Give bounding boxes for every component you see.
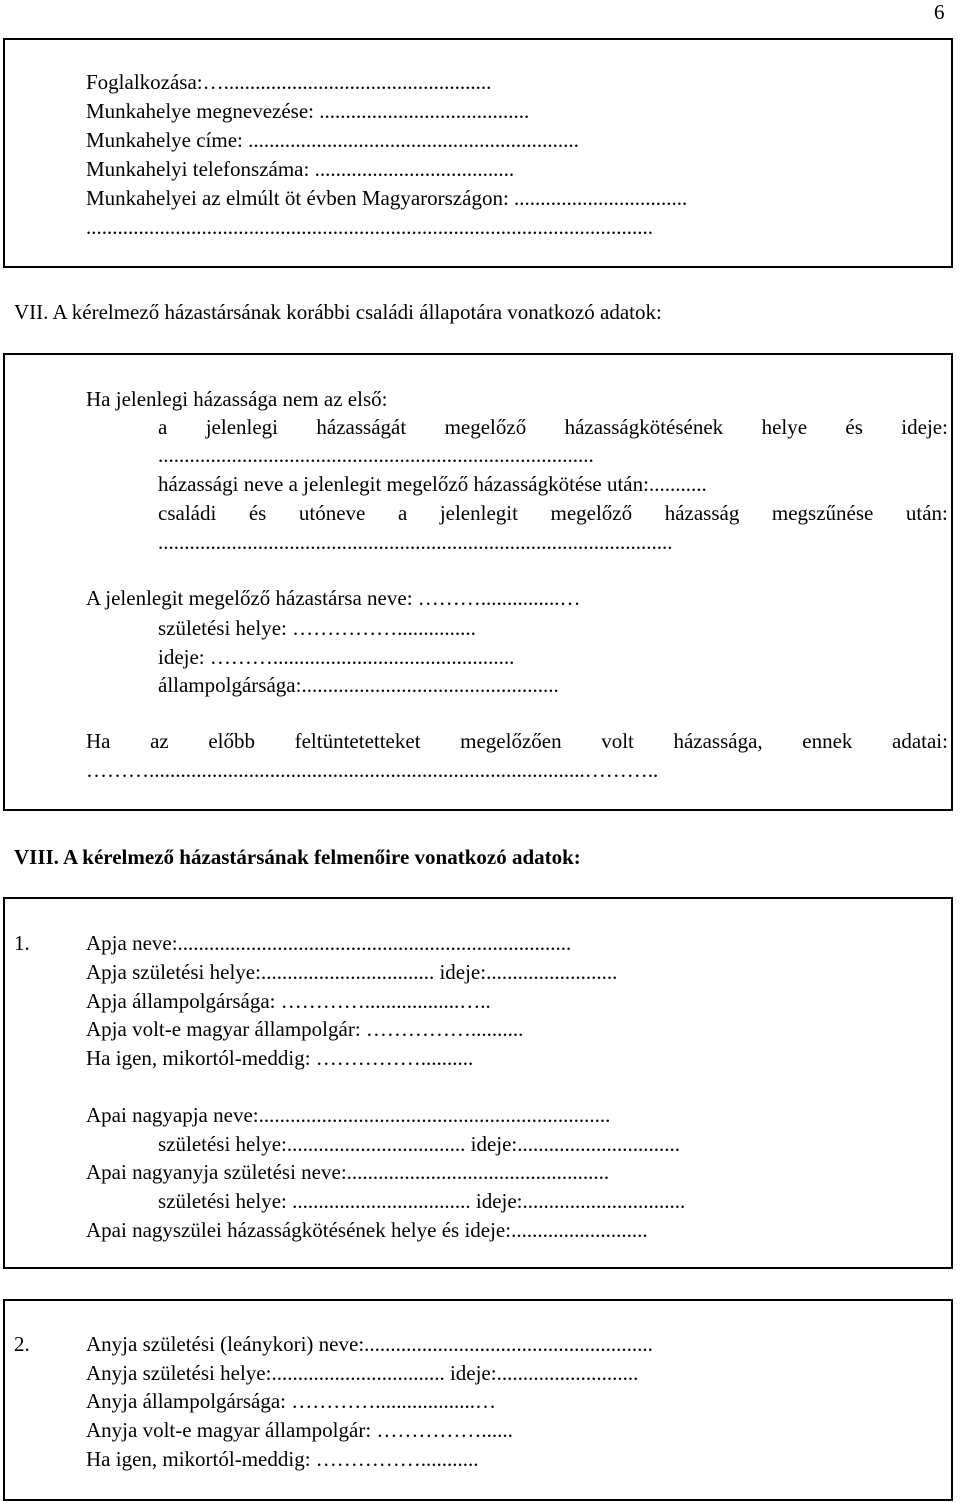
mother-citizenship-field: Anyja állampolgársága: …………...................…	[86, 1389, 497, 1413]
father-citizenship-field: Apja állampolgársága: …………..................…..	[86, 989, 491, 1013]
section-8-title: VIII. A kérelmező házastársának felmenőire vonatkozó adatok:	[14, 845, 581, 869]
workplaces-5y-continuation: ............................................................................................................	[86, 215, 653, 239]
section-7-title: VII. A kérelmező házastársának korábbi családi állapotára vonatkozó adatok:	[14, 300, 662, 324]
prev-spouse-birth-place: születési helye: ……………...............	[158, 616, 476, 640]
mother-name-field: Anyja születési (leánykori) neve:.......................................................	[86, 1332, 653, 1356]
section-7-intro: Ha jelenlegi házassága nem az első:	[86, 387, 388, 411]
place-time-line: a jelenlegi házasságát megelőző házasságkötésének helye és ideje:	[158, 415, 948, 439]
prev-spouse-citizenship: állampolgársága:.................................................	[158, 673, 559, 697]
place-time-continuation: ...................................................................................	[158, 443, 594, 467]
workplace-phone-field: Munkahelyi telefonszáma: ......................................	[86, 157, 515, 181]
paternal-grandfather-name-field: Apai nagyapja neve:...................................................................	[86, 1103, 611, 1127]
workplace-address-field: Munkahelye címe: ...............................................................	[86, 128, 579, 152]
earlier-marriage-continuation: ………...................................................................................………..	[86, 758, 659, 782]
prev-spouse-name-field: A jelenlegit megelőző házastársa neve: ………...............…	[86, 586, 581, 610]
paternal-grandmother-birth-field: születési helye: .................................. ideje:...............................	[158, 1189, 686, 1213]
name-after-continuation: ..................................................................................................	[158, 530, 673, 554]
workplaces-5y-field: Munkahelyei az elmúlt öt évben Magyarországon: .................................	[86, 186, 688, 210]
workplace-name-field: Munkahelye megnevezése: ........................................	[86, 99, 530, 123]
mother-number: 2.	[14, 1332, 30, 1356]
father-number: 1.	[14, 931, 30, 955]
earlier-marriage-line: Ha az előbb feltüntetetteket megelőzően volt házassága, ennek adatai:	[86, 729, 948, 753]
married-name-field: házassági neve a jelenlegit megelőző házasságkötése után:...........	[158, 472, 707, 496]
occupation-field: Foglalkozása:…...................................................	[86, 70, 492, 94]
father-was-hungarian-field: Apja volt-e magyar állampolgár: ……………..........	[86, 1017, 524, 1041]
father-if-yes-field: Ha igen, mikortól-meddig: ……………..........	[86, 1046, 474, 1070]
name-after-line: családi és utóneve a jelenlegit megelőző házasság megszűnése után:	[158, 501, 948, 525]
mother-if-yes-field: Ha igen, mikortól-meddig: ……………...........	[86, 1447, 479, 1471]
father-name-field: Apja neve:...........................................................................	[86, 931, 572, 955]
paternal-grandparents-marriage-field: Apai nagyszülei házasságkötésének helye és ideje:..........................	[86, 1218, 648, 1242]
father-birth-field: Apja születési helye:................................. ideje:.........................	[86, 960, 618, 984]
mother-birth-field: Anyja születési helye:................................. ideje:...........................	[86, 1361, 639, 1385]
paternal-grandmother-name-field: Apai nagyanyja születési neve:..................................................	[86, 1160, 610, 1184]
prev-spouse-birth-date: ideje: ………..............................................	[158, 645, 515, 669]
page-number: 6	[934, 0, 945, 24]
paternal-grandfather-birth-field: születési helye:.................................. ideje:...............................	[158, 1132, 681, 1156]
mother-was-hungarian-field: Anyja volt-e magyar állampolgár: ……………......	[86, 1418, 513, 1442]
